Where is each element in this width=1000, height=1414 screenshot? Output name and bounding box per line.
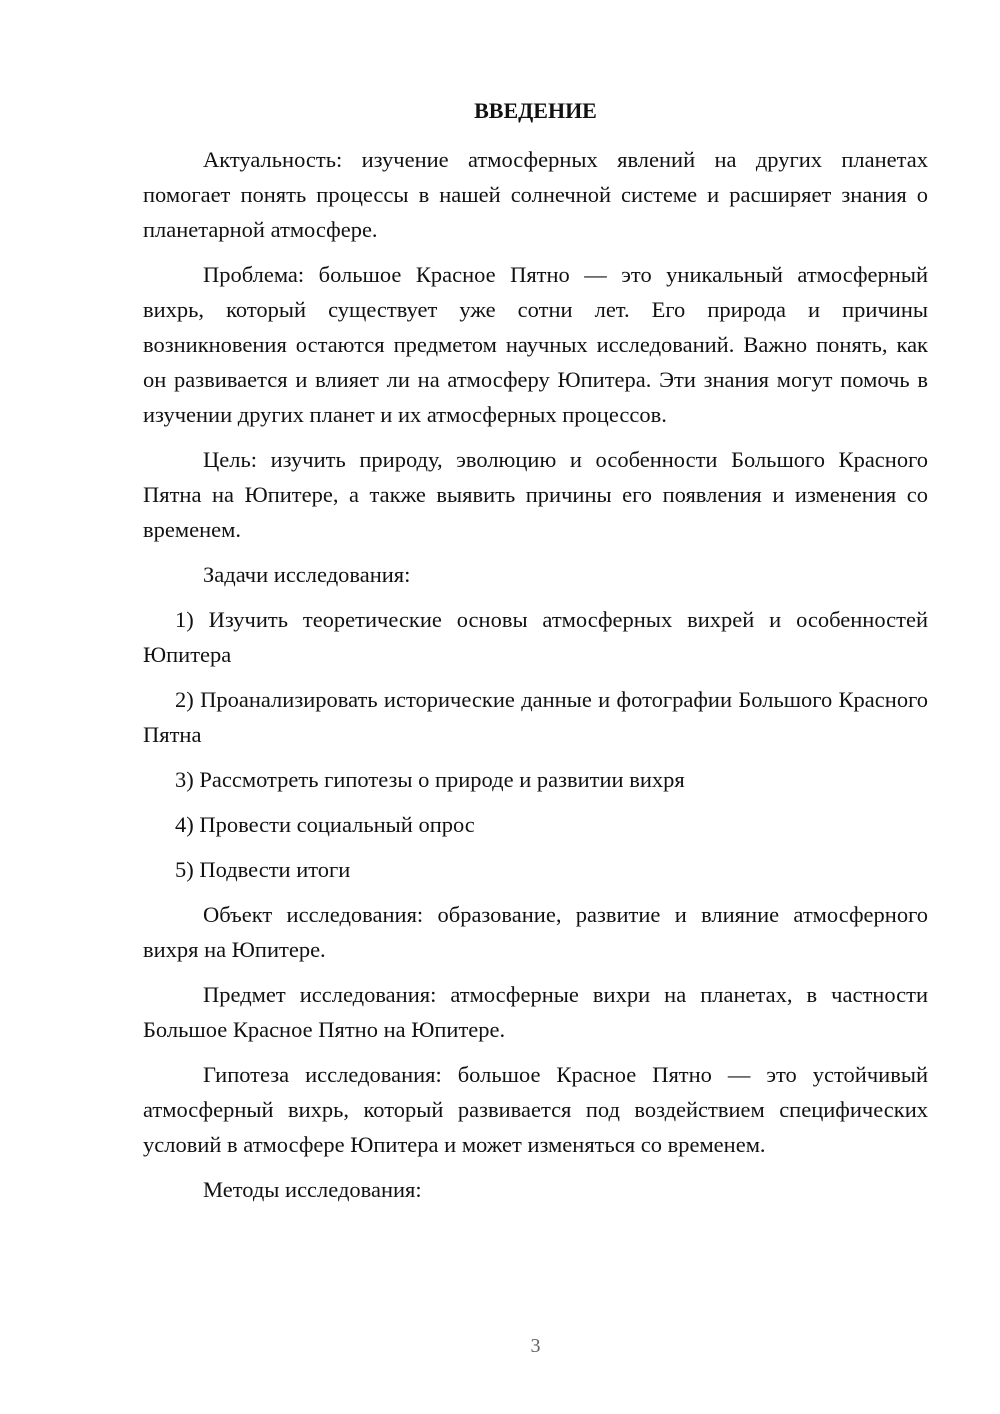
hypothesis-paragraph: Гипотеза исследования: большое Красное Пятно — это устойчивый атмосферный вихрь, который развивается под воздействием специфических условий в атмосфере Юпитера и может изменяться со временем. xyxy=(143,1062,928,1157)
document-body xyxy=(143,142,928,1217)
problem-paragraph: Проблема: большое Красное Пятно — это уникальный атмосферный вихрь, который существует уже сотни лет. Его природа и причины возникновения остаются предметом научных исследований. Важно понять, как он развивается и влияет ли на атмосферу Юпитера. Эти знания могут помочь в изучении других планет и их атмосферных процессов. xyxy=(143,262,928,427)
task-item-4: 4) Провести социальный опрос xyxy=(175,812,475,837)
task-item-5: 5) Подвести итоги xyxy=(175,857,351,882)
tasks-heading: Задачи исследования: xyxy=(203,562,411,587)
page-number: 3 xyxy=(530,1335,541,1357)
subject-paragraph: Предмет исследования: атмосферные вихри на планетах, в частности Большое Красное Пятно на Юпитере. xyxy=(143,982,928,1042)
page-title: ВВЕДЕНИЕ xyxy=(474,98,597,123)
task-item-3: 3) Рассмотреть гипотезы о природе и развитии вихря xyxy=(175,767,685,792)
relevance-paragraph: Актуальность: изучение атмосферных явлений на других планетах помогает понять процессы в нашей солнечной системе и расширяет знания о планетарной атмосфере. xyxy=(143,147,928,242)
task-item-1: 1) Изучить теоретические основы атмосферных вихрей и особенностей Юпитера xyxy=(143,607,928,667)
object-paragraph: Объект исследования: образование, развитие и влияние атмосферного вихря на Юпитере. xyxy=(143,902,928,962)
task-item-2: 2) Проанализировать исторические данные и фотографии Большого Красного Пятна xyxy=(143,687,928,747)
goal-paragraph: Цель: изучить природу, эволюцию и особенности Большого Красного Пятна на Юпитере, а также выявить причины его появления и изменения со временем. xyxy=(143,447,928,542)
document-page xyxy=(143,0,928,1414)
methods-heading: Методы исследования: xyxy=(203,1177,422,1202)
